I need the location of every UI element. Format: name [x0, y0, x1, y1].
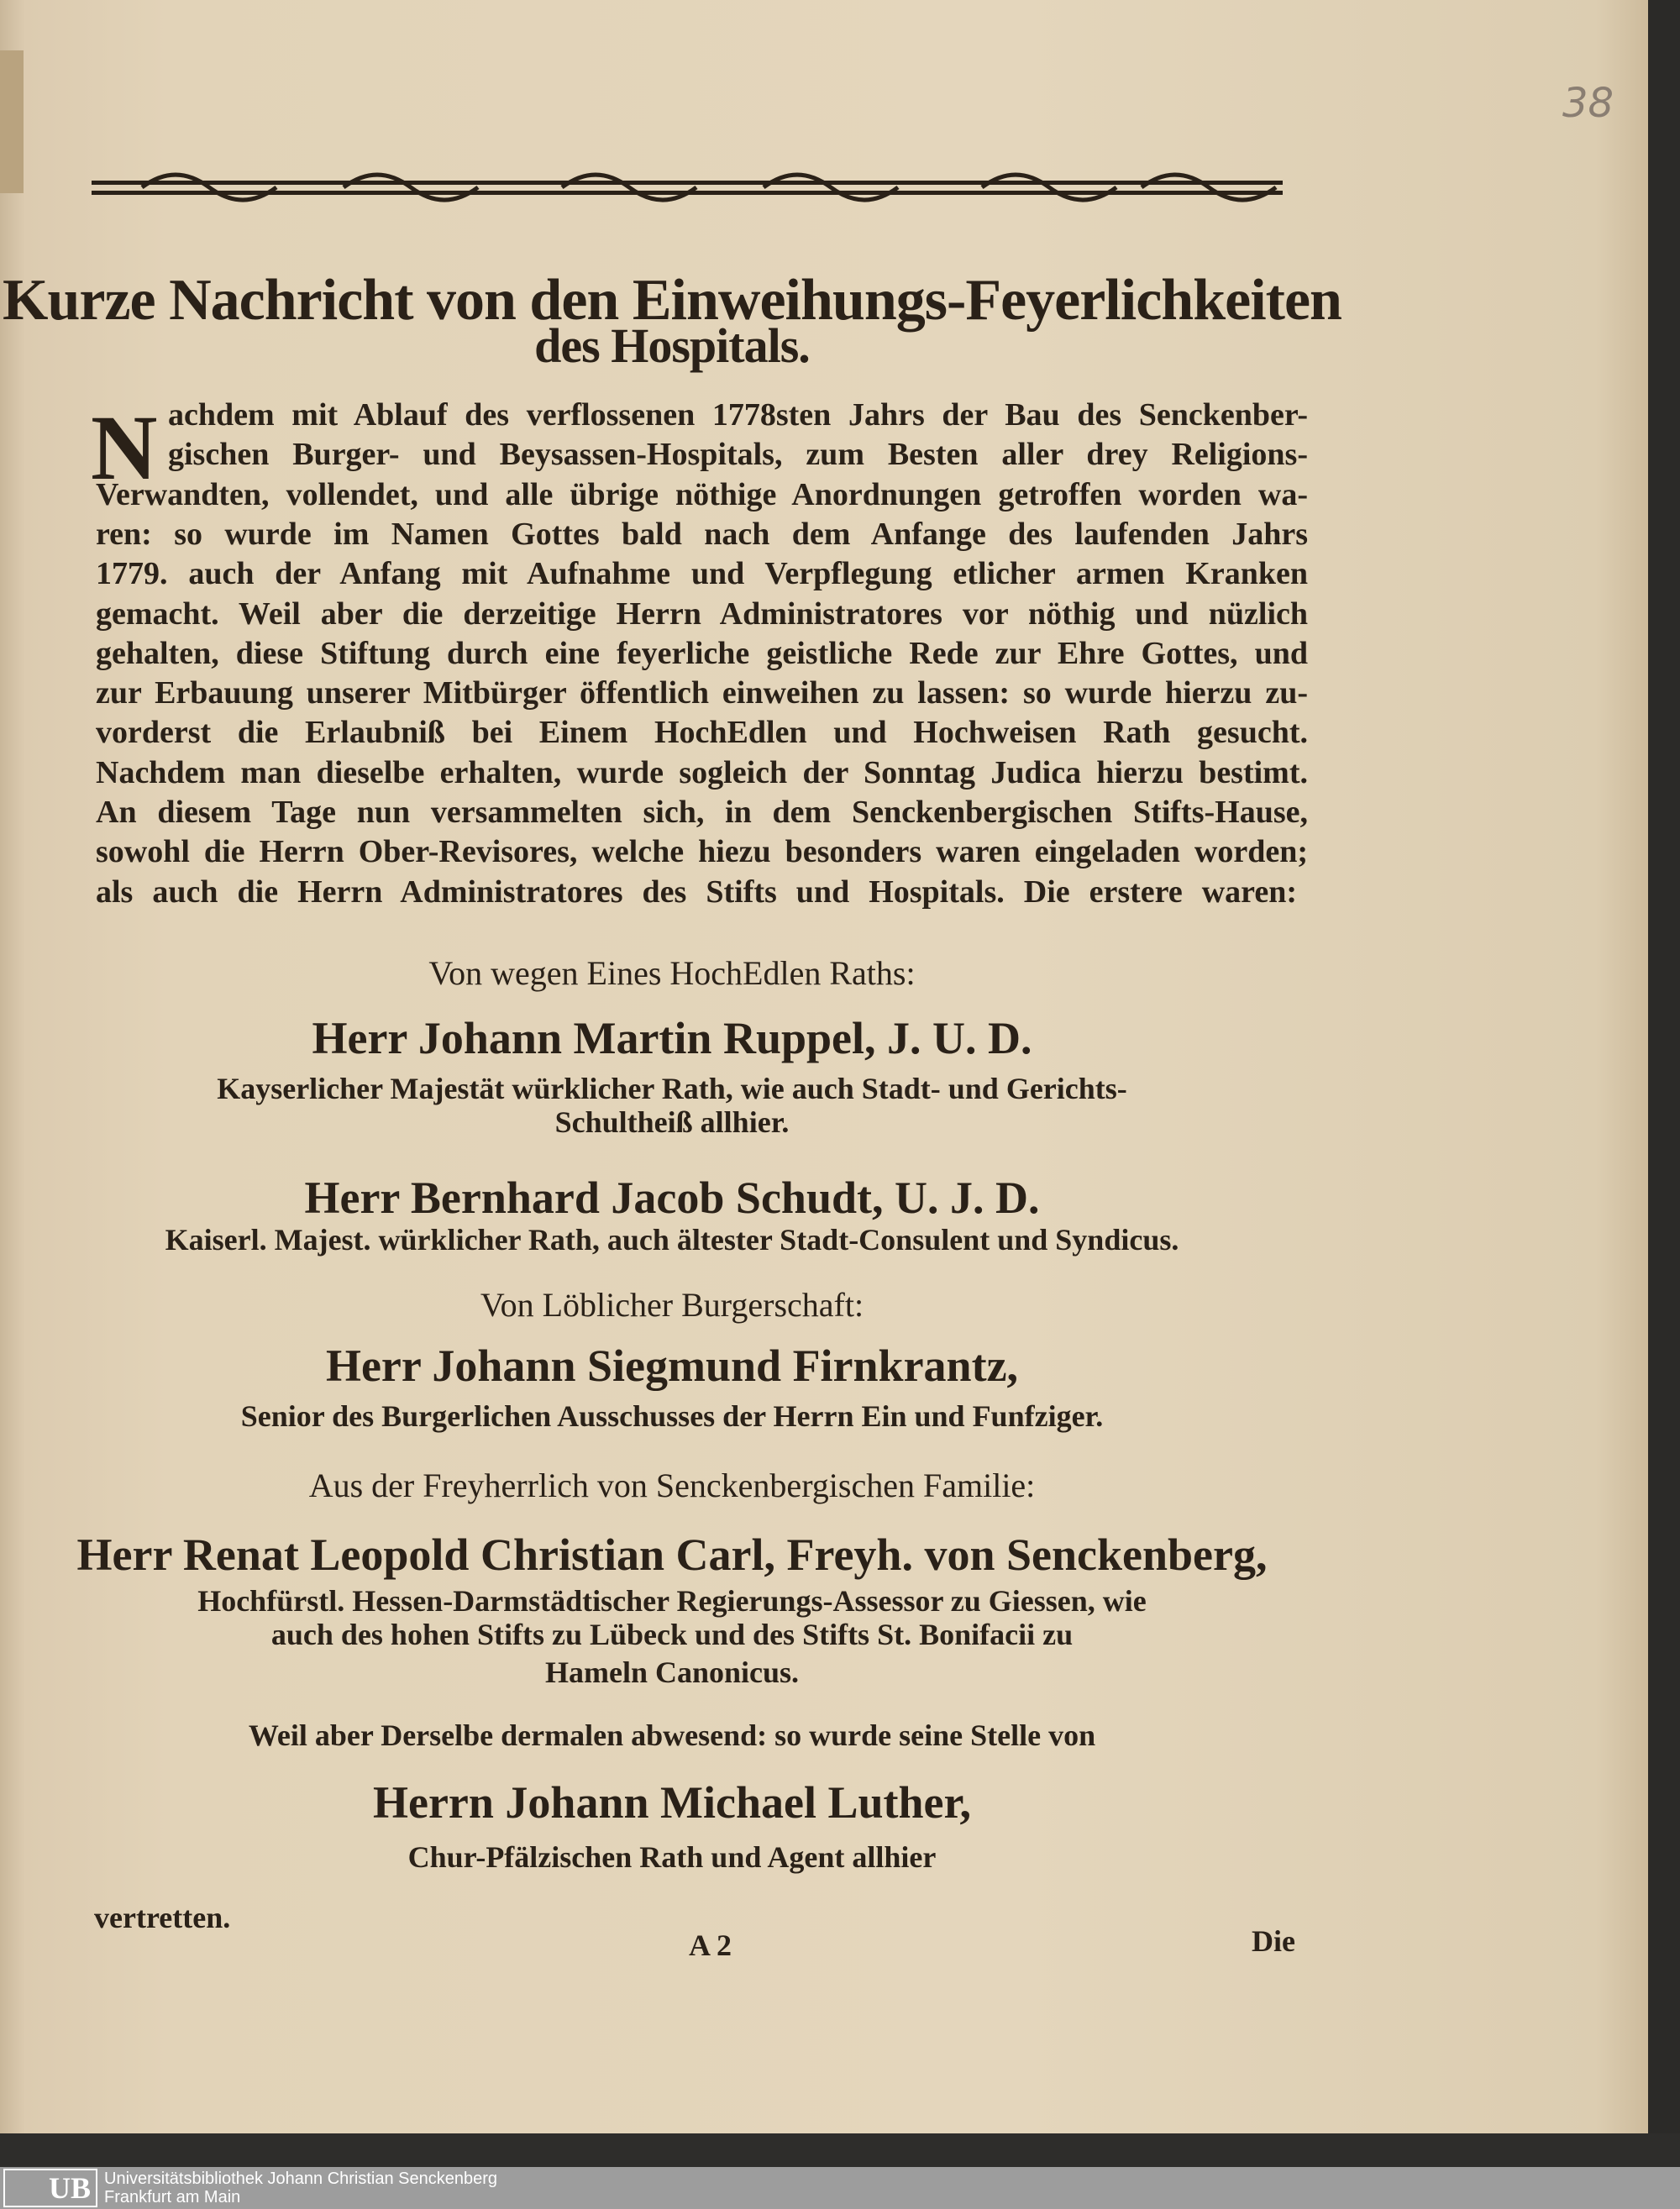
section-line: Schultheiß allhier.: [554, 1105, 790, 1139]
section-line: Senior des Burgerlichen Ausschusses der Herrn Ein und Funfziger.: [240, 1399, 1104, 1433]
title-line-1: Kurze Nachricht von den Einweihungs-Feyerlichkeiten: [3, 268, 1341, 333]
section-line: Hameln Canonicus.: [544, 1655, 800, 1689]
paragraph-line: ren: so wurde im Namen Gottes bald nach dem Anfange des laufenden Jahrs: [96, 516, 1308, 552]
section-line: auch des hohen Stifts zu Lübeck und des Stifts St. Bonifacii zu: [270, 1618, 1074, 1651]
paragraph-line: 1779. auch der Anfang mit Aufnahme und Verpflegung etlicher armen Kranken: [96, 556, 1308, 592]
paragraph-line: An diesem Tage nun versammelten sich, in dem Senckenbergischen Stifts-Hause,: [96, 795, 1308, 830]
section-line: Herrn Johann Michael Luther,: [372, 1777, 972, 1828]
section-line: Herr Johann Siegmund Firnkrantz,: [325, 1341, 1019, 1391]
title-line-2: des Hospitals.: [534, 318, 810, 373]
section-line: Aus der Freyherrlich von Senckenbergischen Familie:: [308, 1467, 1036, 1504]
section-line: Herr Johann Martin Ruppel, J. U. D.: [312, 1013, 1032, 1063]
paragraph-line: zur Erbauung unserer Mitbürger öffentlich einweihen zu lassen: so wurde hierzu zu-: [96, 675, 1308, 711]
paragraph-line: gemacht. Weil aber die derzeitige Herrn Administratores vor nöthig und nüzlich: [96, 596, 1308, 632]
paragraph-line: gehalten, diese Stiftung durch eine feyerliche geistliche Rede zur Ehre Gottes, und: [96, 635, 1308, 671]
drop-cap: N: [91, 396, 158, 499]
footer-location: Frankfurt am Main: [104, 2188, 241, 2206]
paragraph-line: vorderst die Erlaubniß bei Einem HochEdlen und Hochweisen Rath gesucht.: [96, 715, 1308, 751]
paragraph-line: sowohl die Herrn Ober-Revisores, welche hiezu besonders waren eingeladen worden;: [96, 834, 1308, 870]
paragraph-line: gischen Burger- und Beysassen-Hospitals, zum Besten aller drey Religions-: [168, 437, 1308, 473]
section-line: Kaiserl. Majest. würklicher Rath, auch ältester Stadt-Consulent und Syndicus.: [165, 1223, 1179, 1257]
section-line: Weil aber Derselbe dermalen abwesend: so wurde seine Stelle von: [248, 1718, 1096, 1752]
ornament-border: [92, 162, 1283, 213]
paragraph-line: achdem mit Ablauf des verflossenen 1778sten Jahrs der Bau des Senckenber-: [168, 397, 1308, 433]
section-line: Herr Bernhard Jacob Schudt, U. J. D.: [304, 1173, 1040, 1223]
section-line: Hochfürstl. Hessen-Darmstädtischer Regierungs-Assessor zu Giessen, wie: [197, 1584, 1147, 1618]
section-line: Chur-Pfälzischen Rath und Agent allhier: [407, 1840, 937, 1874]
section-line: Von wegen Eines HochEdlen Raths:: [428, 954, 916, 992]
footer-library-name: Universitätsbibliothek Johann Christian Senckenberg: [104, 2170, 498, 2188]
page-number: 38: [1562, 80, 1614, 127]
section-line: Von Löblicher Burgerschaft:: [480, 1286, 864, 1324]
catchword: Die: [1252, 1924, 1295, 1958]
section-line: Herr Renat Leopold Christian Carl, Freyh. von Senckenberg,: [76, 1530, 1268, 1580]
closing-word: vertretten.: [94, 1901, 231, 1934]
paragraph-line: Verwandten, vollendet, und alle übrige nöthige Anordnungen getroffen worden wa-: [96, 476, 1308, 512]
binding-strip: [0, 50, 24, 193]
signature-mark: A 2: [689, 1928, 732, 1962]
paragraph-line: Nachdem man dieselbe erhalten, wurde sogleich der Sonntag Judica hierzu bestimt.: [96, 754, 1308, 790]
paragraph-line: als auch die Herrn Administratores des Stifts und Hospitals. Die erstere waren:: [96, 874, 1297, 910]
scan-background: [0, 2133, 1680, 2167]
section-line: Kayserlicher Majestät würklicher Rath, wie auch Stadt- und Gerichts-: [217, 1072, 1127, 1105]
ub-logo: UB: [3, 2169, 97, 2207]
